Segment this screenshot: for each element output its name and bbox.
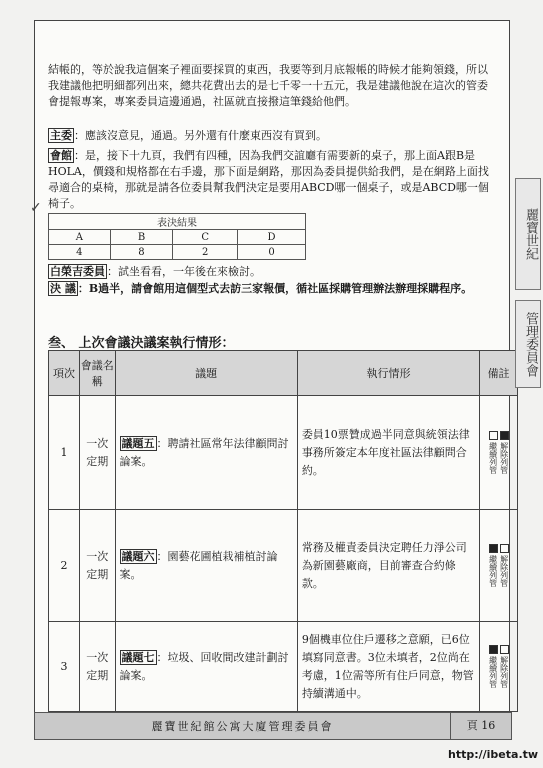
hall-tag: 會館 (50, 149, 72, 162)
row-topic (115, 396, 297, 510)
row-no: 2 (49, 510, 80, 622)
member-text: ：試坐看看，一年後在來檢討。 (107, 265, 261, 278)
table-row (49, 396, 518, 510)
note-continue: 繼續列管 (488, 555, 498, 587)
note-release: 解除列管 (499, 442, 509, 474)
continue-checkbox-icon (489, 544, 498, 553)
member-statement (48, 264, 498, 280)
row-kind: 一次定期 (79, 622, 115, 712)
vote-table-title: 表決結果 (49, 214, 306, 230)
row-topic (115, 510, 297, 622)
chair-statement (48, 128, 498, 144)
resolution-statement (48, 281, 498, 297)
hall-text: ：是，接下十九頁，我們有四種，因為我們交誼廳有需要新的桌子，那上面A跟B是HOLA，價錢和規格都在右手邊，那下面是網路，那因為委員提供給我們，是在網路上面找尋適合的桌椅，那就是請各位委員幫我們決定是要用ABCD哪一個桌子，或是ABCD哪一個椅子。 (48, 149, 489, 210)
topic-tag: 議題七 (121, 650, 155, 664)
header-topic: 議題 (115, 351, 297, 396)
row-note (480, 622, 518, 712)
topic-tag: 議題六 (121, 549, 155, 563)
vote-value-c: 2 (173, 245, 238, 260)
side-stamp-top: 麗寶世紀 (515, 178, 541, 290)
page-footer (34, 712, 512, 740)
vote-header-c: C (173, 230, 238, 245)
vote-header-a: A (49, 230, 111, 245)
topic-text: ：園藝花圃植栽補植討論案。 (119, 549, 278, 581)
vote-value-d: 0 (238, 245, 306, 260)
resolution-text: ：B過半，請會館用這個型式去訪三家報價，循社區採購管理辦法辦理採購程序。 (77, 282, 473, 295)
hall-statement (48, 148, 498, 212)
release-checkbox-icon (500, 645, 509, 654)
row-no: 3 (49, 622, 80, 712)
header-no: 項次 (49, 351, 80, 396)
row-kind: 一次定期 (79, 510, 115, 622)
side-stamp-bottom: 管理委員會 (515, 300, 541, 388)
vote-header-b: B (110, 230, 173, 245)
paragraph-purchase: 結帳的，等於說我這個案子裡面要採買的東西，我要等到月底報帳的時候才能夠領錢，所以我建議他把明細都列出來，總共花費出去的是七千零一十五元，我是建議他說在這次的管委會提報專案，專案委員這邊通過，社區就直接撥這筆錢給他們。 (48, 63, 488, 108)
continue-checkbox-icon (489, 645, 498, 654)
chair-tag: 主委 (50, 129, 72, 142)
chair-text: ：應該沒意見，通過。另外還有什麼東西沒有買到。 (74, 129, 327, 142)
topic-tag: 議題五 (121, 436, 155, 450)
row-note (480, 510, 518, 622)
resolution-tag: 決 議 (50, 282, 76, 295)
release-checkbox-icon (500, 544, 509, 553)
vote-value-b: 8 (110, 245, 173, 260)
row-status: 9個機車位住戶遷移之意願，已6位填寫同意書。3位未填者，2位尚在考慮，1位需等所有住戶同意，物管持續溝通中。 (297, 622, 479, 712)
vote-value-a: 4 (49, 245, 111, 260)
execution-table (48, 350, 518, 712)
note-release: 解除列管 (499, 656, 509, 688)
vote-results-table (48, 213, 306, 260)
footer-title: 麗寶世紀館公寓大廈管理委員會 (151, 720, 334, 733)
header-note: 備註 (480, 351, 518, 396)
row-status: 常務及權責委員決定聘任力淨公司為新園藝廠商，目前審查合約條款。 (297, 510, 479, 622)
note-continue: 繼續列管 (488, 656, 498, 688)
row-topic (115, 622, 297, 712)
row-status: 委員10票贊成過半同意與統領法律事務所簽定本年度社區法律顧問合約。 (297, 396, 479, 510)
row-kind: 一次定期 (79, 396, 115, 510)
header-status: 執行情形 (297, 351, 479, 396)
header-kind: 會議名稱 (79, 351, 115, 396)
section-heading: 叁、 上次會議決議案執行情形： (48, 336, 235, 351)
topic-text: ：聘請社區常年法律顧問討論案。 (119, 436, 289, 468)
note-continue: 繼續列管 (488, 442, 498, 474)
row-note (480, 396, 518, 510)
checkmark-icon: ✓ (30, 200, 42, 216)
table-row (49, 622, 518, 712)
row-no: 1 (49, 396, 80, 510)
release-checkbox-icon (500, 431, 509, 440)
vote-header-d: D (238, 230, 306, 245)
page-number: 頁 16 (450, 713, 511, 739)
table-row (49, 510, 518, 622)
watermark: http://ibeta.tw (448, 748, 539, 761)
continue-checkbox-icon (489, 431, 498, 440)
member-tag: 白榮吉委員 (50, 265, 105, 278)
topic-text: ：垃圾、回收間改建計劃討論案。 (119, 650, 289, 682)
note-release: 解除列管 (499, 555, 509, 587)
